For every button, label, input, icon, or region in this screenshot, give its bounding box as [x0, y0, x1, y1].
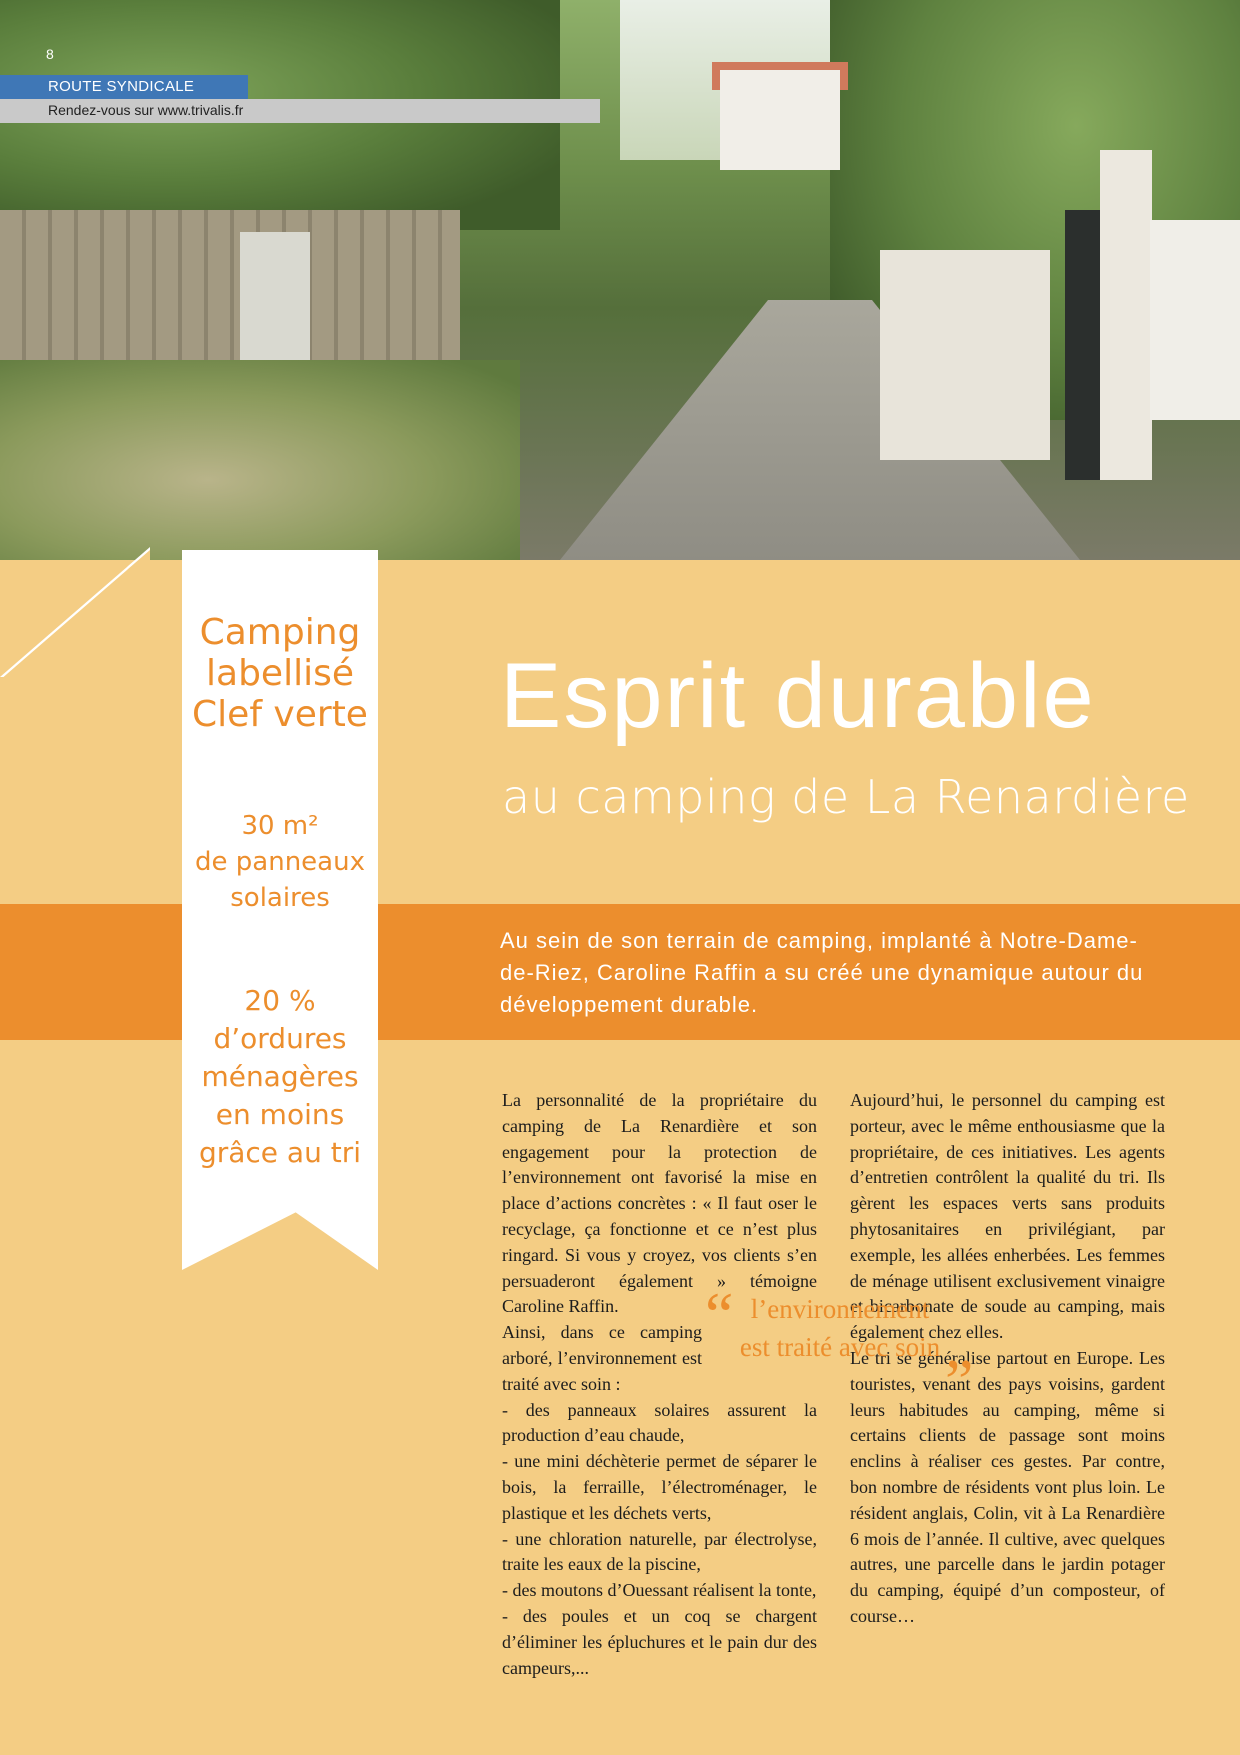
- sidebar-stat-line: solaires: [230, 883, 330, 913]
- article-paragraph: Ainsi, dans ce camping arboré, l’environnement est traité avec soin :: [502, 1322, 702, 1394]
- sidebar-title-line: Clef verte: [192, 694, 368, 735]
- pull-quote-line: l’environnement: [750, 1294, 930, 1324]
- sidebar-title-line: Camping: [199, 612, 361, 653]
- sidebar-title-line: labellisé: [206, 653, 354, 694]
- sidebar-stat-line: 30 m²: [241, 811, 319, 841]
- article-lede: Au sein de son terrain de camping, implanté à Notre-Dame-de-Riez, Caroline Raffin a su créé une dynamique autour du développement durable.: [500, 928, 1144, 1017]
- rubric-label: ROUTE SYNDICALE: [48, 78, 195, 95]
- article-paragraph: Le tri se généralise partout en Europe. Les touristes, venant des pays voisins, gardent leurs habitudes au camping, même si certains clients de passage sont moins enclins à réaliser ces gestes. Par contre, bon nombre de résidents vont plus loin. Le résident anglais, Colin, vit à La Renardière 6 mois de l’année. Il cultive, avec quelques autres, une parcelle dans le jardin potager du camping, équipé d’un composteur, of course…: [850, 1347, 1165, 1626]
- article-column-1: [502, 1088, 817, 1681]
- article-subtitle: au camping de La Renardière: [502, 770, 1190, 824]
- photo-wall: [880, 250, 1050, 460]
- list-item: - une chloration naturelle, par électrolyse, traite les eaux de la piscine,: [502, 1528, 817, 1575]
- sidebar-stat-waste: [182, 982, 378, 1172]
- page-number: 8: [46, 46, 54, 62]
- photo-gate: [1065, 210, 1105, 480]
- pull-quote: [700, 1290, 980, 1366]
- sidebar-title: [182, 612, 378, 735]
- sidebar-stat-line: ménagères: [201, 1060, 359, 1093]
- site-link[interactable]: Rendez-vous sur www.trivalis.fr: [48, 102, 244, 118]
- sidebar-stat-line: de panneaux: [195, 847, 365, 877]
- photo-grass: [0, 360, 520, 560]
- list-item: - des poules et un coq se chargent d’éliminer les épluchures et le pain dur des campeurs,...: [502, 1605, 817, 1678]
- sidebar-stat-line: d’ordures: [213, 1022, 347, 1055]
- quote-close-mark: ”: [945, 1346, 974, 1417]
- photo-pillar: [1100, 150, 1152, 480]
- sidebar-stat-line: en moins: [215, 1098, 345, 1131]
- article-title: Esprit durable: [500, 645, 1096, 747]
- list-item: - des moutons d’Ouessant réalisent la tonte,: [502, 1580, 817, 1601]
- article-paragraph: Aujourd’hui, le personnel du camping est porteur, avec le même enthousiasme que la propriétaire, de ces initiatives. Les agents d’entretien contrôlent la qualité du tri. Ils gèrent les espaces verts sans produits phytosanitaires en privilégiant, par exemple, les allées enherbées. Les femmes de ménage utilisent exclusivement vinaigre et bicarbonate de soude au camping, mais également chez elles.: [850, 1090, 1165, 1343]
- photo-signboard: [1150, 220, 1240, 420]
- sidebar-stat-line: 20 %: [244, 984, 316, 1017]
- sidebar-stat-solar: [182, 808, 378, 916]
- quote-open-mark: “: [705, 1279, 734, 1350]
- list-item: - une mini déchèterie permet de séparer le bois, la ferraille, l’électroménager, le plastique et les déchets verts,: [502, 1451, 817, 1523]
- list-item: - des panneaux solaires assurent la production d’eau chaude,: [502, 1399, 817, 1446]
- pull-quote-line: est traité avec soin: [739, 1332, 941, 1362]
- article-paragraph: La personnalité de la propriétaire du camping de La Renardière et son engagement pour la protection de l’environnement ont favorisé la mise en place d’actions concrètes : « Il faut oser le recyclage, ça fonctionne et ce n’est plus ringard. Si vous y croyez, vos clients s’en persuaderont également » témoigne Caroline Raffin.: [502, 1090, 817, 1317]
- corner-fill: [0, 550, 150, 680]
- sidebar-stat-line: grâce au tri: [198, 1136, 362, 1169]
- photo-house: [720, 70, 840, 170]
